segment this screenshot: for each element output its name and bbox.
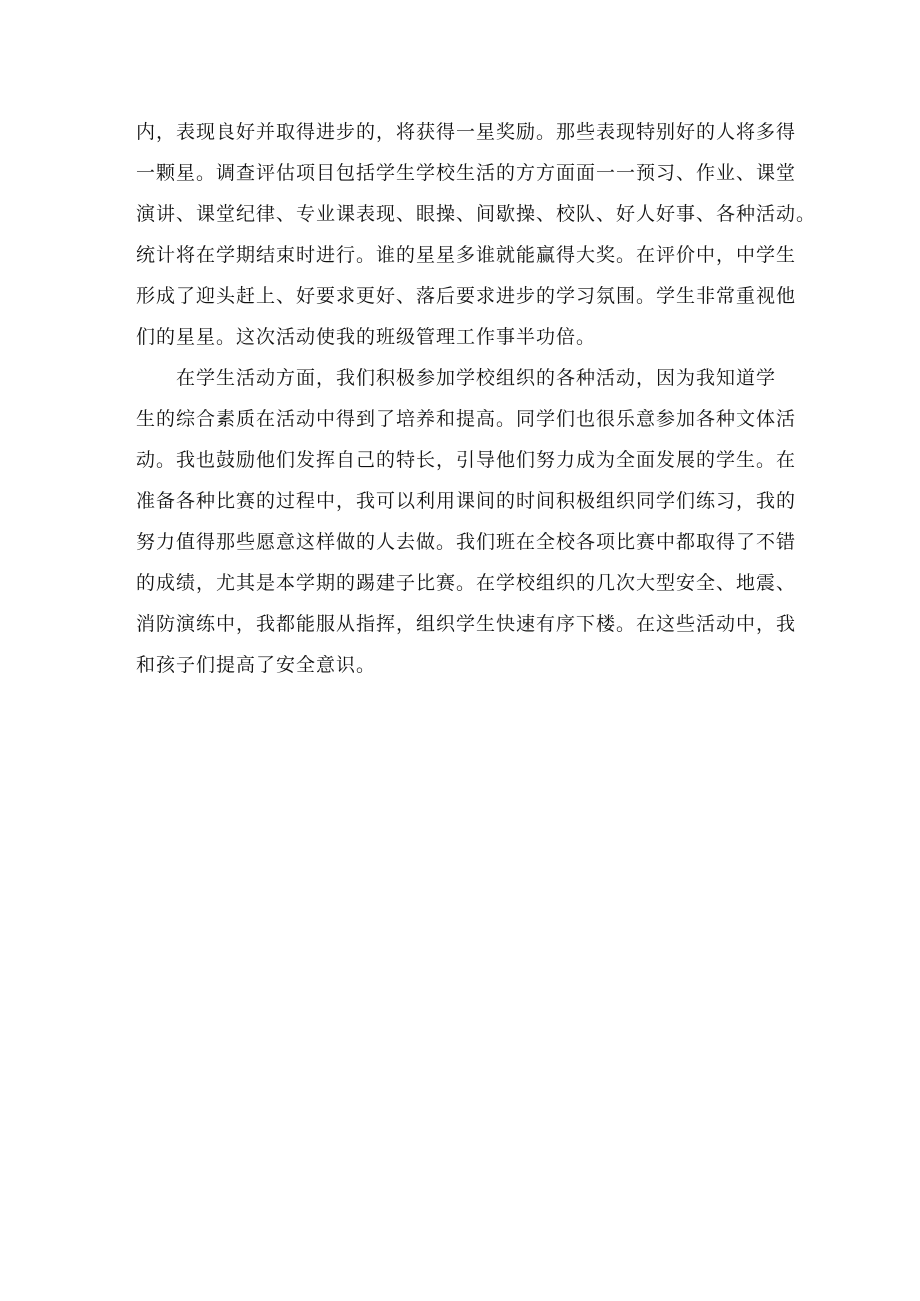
text-line: 动。我也鼓励他们发挥自己的特长，引导他们努力成为全面发展的学生。在 bbox=[136, 449, 797, 471]
document-body bbox=[136, 112, 836, 686]
text-line: 统计将在学期结束时进行。谁的星星多谁就能赢得大奖。在评价中，中学生 bbox=[136, 244, 797, 266]
text-line: 演讲、课堂纪律、专业课表现、眼操、间歇操、校队、好人好事、各种活动。 bbox=[136, 203, 817, 225]
text-line: 消防演练中，我都能服从指挥，组织学生快速有序下楼。在这些活动中，我 bbox=[136, 613, 797, 635]
text-line: 的成绩，尤其是本学期的踢建子比赛。在学校组织的几次大型安全、地震、 bbox=[136, 572, 797, 594]
text-line: 生的综合素质在活动中得到了培养和提高。同学们也很乐意参加各种文体活 bbox=[136, 408, 797, 430]
text-line: 努力值得那些愿意这样做的人去做。我们班在全校各项比赛中都取得了不错 bbox=[136, 531, 797, 553]
text-line: 一颗星。调查评估项目包括学生学校生活的方方面面一一预习、作业、课堂 bbox=[136, 162, 797, 184]
text-line: 在学生活动方面，我们积极参加学校组织的各种活动，因为我知道学 bbox=[176, 367, 777, 389]
text-line: 内，表现良好并取得进步的，将获得一星奖励。那些表现特别好的人将多得 bbox=[136, 121, 797, 143]
text-line: 准备各种比赛的过程中，我可以利用课间的时间积极组织同学们练习，我的 bbox=[136, 490, 797, 512]
text-line: 和孩子们提高了安全意识。 bbox=[136, 654, 377, 676]
paragraph-1 bbox=[136, 112, 836, 358]
paragraph-2 bbox=[136, 358, 836, 686]
text-line: 们的星星。这次活动使我的班级管理工作事半功倍。 bbox=[136, 326, 597, 348]
text-line: 形成了迎头赶上、好要求更好、落后要求进步的学习氛围。学生非常重视他 bbox=[136, 285, 797, 307]
